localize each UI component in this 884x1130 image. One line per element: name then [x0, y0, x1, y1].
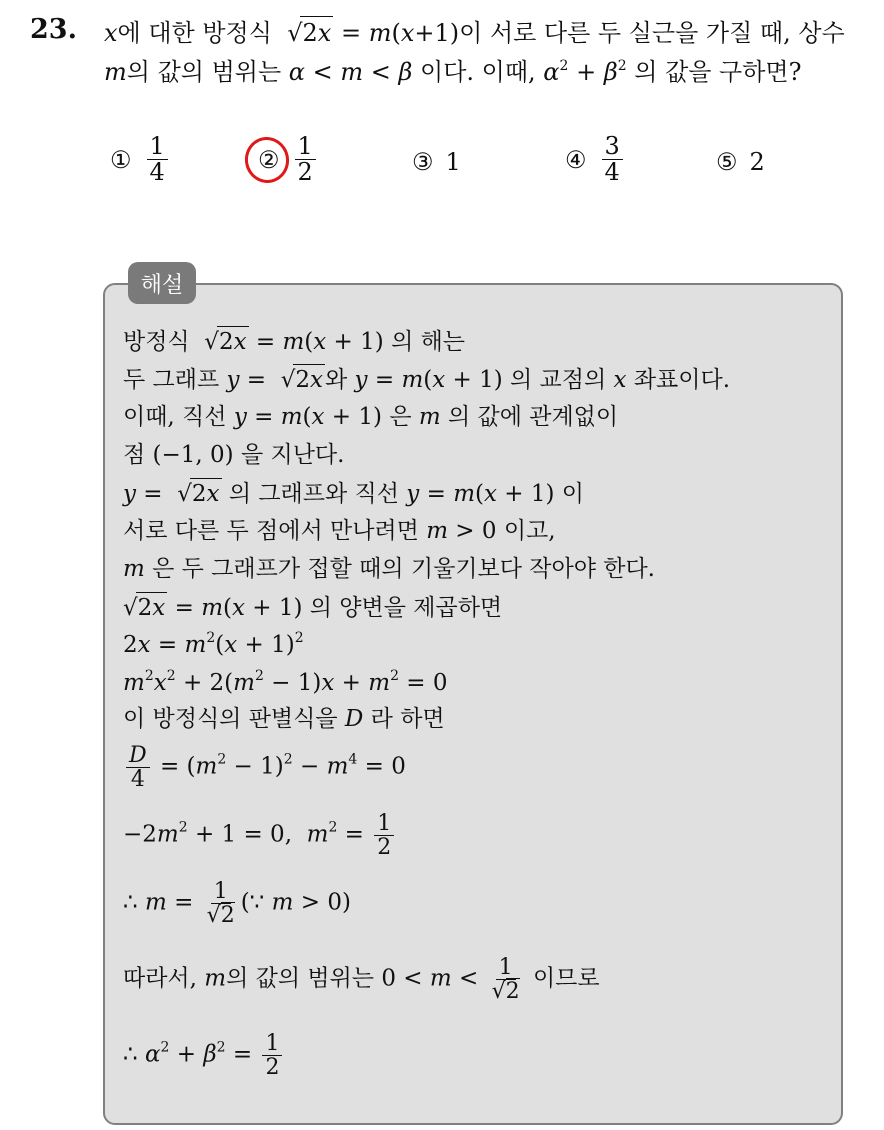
solution-line-14: ∴ m = $\frac{1}{√2}$ (∵ m > 0) — [123, 879, 351, 929]
solution-line-8: √2x = m(x + 1) 의 양변을 제곱하면 — [123, 592, 502, 623]
choice-1[interactable]: ① $\frac{1}{4}$ — [110, 134, 171, 185]
choice-3[interactable]: ③ 1 — [412, 148, 461, 176]
solution-line-12: $\frac{D}{4}$ = $(m^2 - 1)^2 - m^4 = 0$ — [123, 744, 406, 791]
solution-line-9: $2x = m^2(x + 1)^2$ — [123, 630, 304, 658]
solution-line-4: 점 (−1, 0) 을 지난다. — [123, 442, 345, 468]
solution-line-2: 두 그래프 y = √2x와 y = m(x + 1) 의 교점의 x 좌표이다. — [123, 364, 730, 395]
solution-line-7: m 은 두 그래프가 접할 때의 기울기보다 작아야 한다. — [123, 556, 655, 582]
choice-5[interactable]: ⑤ 2 — [716, 148, 765, 176]
solution-line-1: 방정식 √2x = m(x + 1) 의 해는 — [123, 326, 465, 357]
solution-line-6: 서로 다른 두 점에서 만나려면 m > 0 이고, — [123, 518, 556, 544]
solution-line-3: 이때, 직선 y = m(x + 1) 은 m 의 값에 관계없이 — [123, 404, 619, 430]
solution-line-16: ∴ $\alpha^2 + \beta^2$ = $\frac{1}{2}$ — [123, 1032, 285, 1079]
choice-2[interactable]: ② $\frac{1}{2}$ — [258, 134, 319, 185]
solution-line-13: $-2m^2 + 1 = 0$, $m^2$ = $\frac{1}{2}$ — [123, 812, 397, 859]
solution-line-5: y = √2x 의 그래프와 직선 y = m(x + 1) 이 — [123, 478, 584, 509]
question-line-2: m의 값의 범위는 α < m < β 이다. 이때, $\alpha^2 + \beta^2$ 의 값을 구하면? — [104, 58, 802, 86]
solution-line-10: $m^2x^2 + 2(m^2 - 1)x + m^2 = 0$ — [123, 668, 448, 696]
question-number: 23. — [30, 14, 77, 45]
solution-line-11: 이 방정식의 판별식을 D 라 하면 — [123, 706, 445, 732]
choice-4[interactable]: ④ $\frac{3}{4}$ — [565, 134, 626, 185]
question-line-1: x에 대한 방정식 √2x = m(x+1)이 서로 다른 두 실근을 가질 때, 상수 — [104, 16, 845, 49]
solution-line-15: 따라서, m의 값의 범위는 0 < m < $\frac{1}{√2}$ 이므로 — [123, 955, 600, 1005]
solution-tag: 해설 — [128, 262, 196, 304]
